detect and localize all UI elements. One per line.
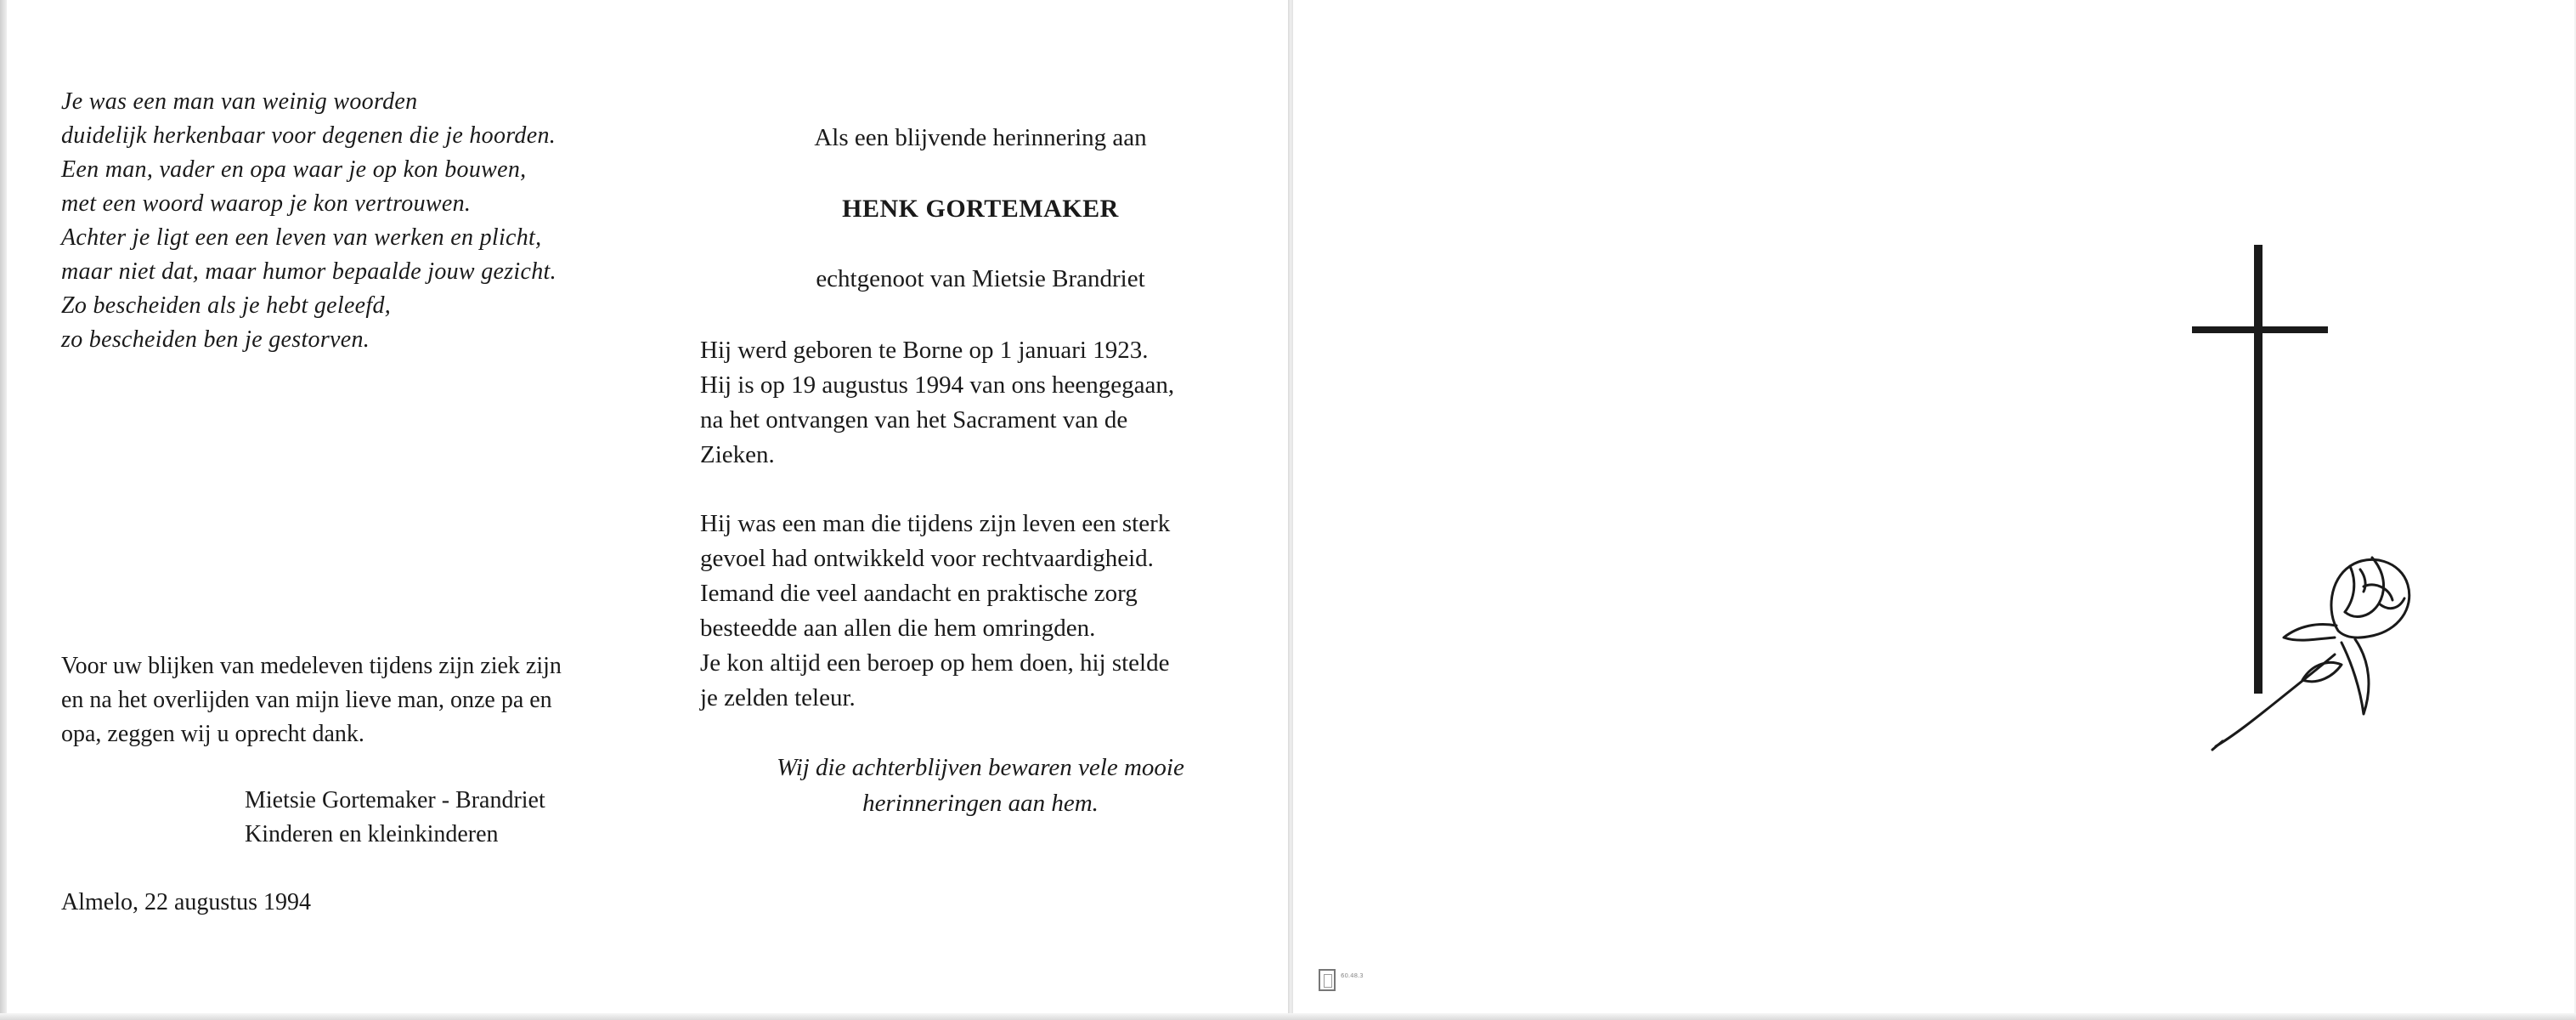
bio-line: na het ontvangen van het Sacrament van de [700,406,1128,434]
spouse-line: echtgenoot van Mietsie Brandriet [816,265,1145,292]
poem-line: Achter je ligt een een leven van werken en plicht, [61,224,542,251]
bio-line: Hij was een man die tijdens zijn leven een sterk [700,510,1171,537]
printer-logo-icon [1319,967,1421,996]
card-left-edge [0,0,7,1020]
printer-code: 60.48.3 [1341,972,1364,979]
rose-icon [2212,558,2409,750]
closing-line: Wij die achterblijven bewaren vele mooie [777,754,1184,781]
deceased-name: HENK GORTEMAKER [842,195,1119,223]
card-bottom-edge [0,1013,2576,1020]
signer-line: Kinderen en kleinkinderen [245,821,499,847]
memorial-intro: Als een blijvende herinnering aan [814,124,1147,151]
place-date: Almelo, 22 augustus 1994 [61,889,311,915]
bio-line: Je kon altijd een beroep op hem doen, hij stelde [700,649,1170,677]
bio-line: Zieken. [700,441,775,468]
signers [245,784,545,852]
poem-line: Je was een man van weinig woorden [61,88,418,115]
bio-line: gevoel had ontwikkeld voor rechtvaardigheid. [700,545,1154,572]
bio-line: je zelden teleur. [700,684,856,711]
poem-line: met een woord waarop je kon vertrouwen. [61,190,472,217]
thanks-line: en na het overlijden van mijn lieve man, onze pa en [61,687,552,713]
biography-paragraph-2 [700,507,1261,716]
signer-line: Mietsie Gortemaker - Brandriet [245,787,545,813]
closing-verse [700,750,1261,821]
printer-logo-box [1319,969,1336,991]
thanks-line: Voor uw blijken van medeleven tijdens zijn ziek zijn [61,653,562,679]
bio-line: Hij is op 19 augustus 1994 van ons heengegaan, [700,371,1175,399]
biography-paragraph-1 [700,333,1261,473]
poem-line: zo bescheiden ben je gestorven. [61,326,370,353]
cross-with-rose-icon [2175,238,2447,765]
thanks-line: opa, zeggen wij u oprecht dank. [61,721,364,747]
poem-line: maar niet dat, maar humor bepaalde jouw gezicht. [61,258,556,285]
closing-line: herinneringen aan hem. [862,790,1099,817]
poem [61,85,556,357]
poem-line: duidelijk herkenbaar voor degenen die je hoorden. [61,122,556,149]
poem-line: Zo bescheiden als je hebt geleefd, [61,292,392,319]
bio-line: besteedde aan allen die hem omringden. [700,615,1096,642]
bio-line: Hij werd geboren te Borne op 1 januari 1923. [700,337,1149,364]
thanks-message [61,649,622,751]
poem-line: Een man, vader en opa waar je op kon bouwen, [61,156,527,183]
bio-line: Iemand die veel aandacht en praktische zorg [700,580,1138,607]
